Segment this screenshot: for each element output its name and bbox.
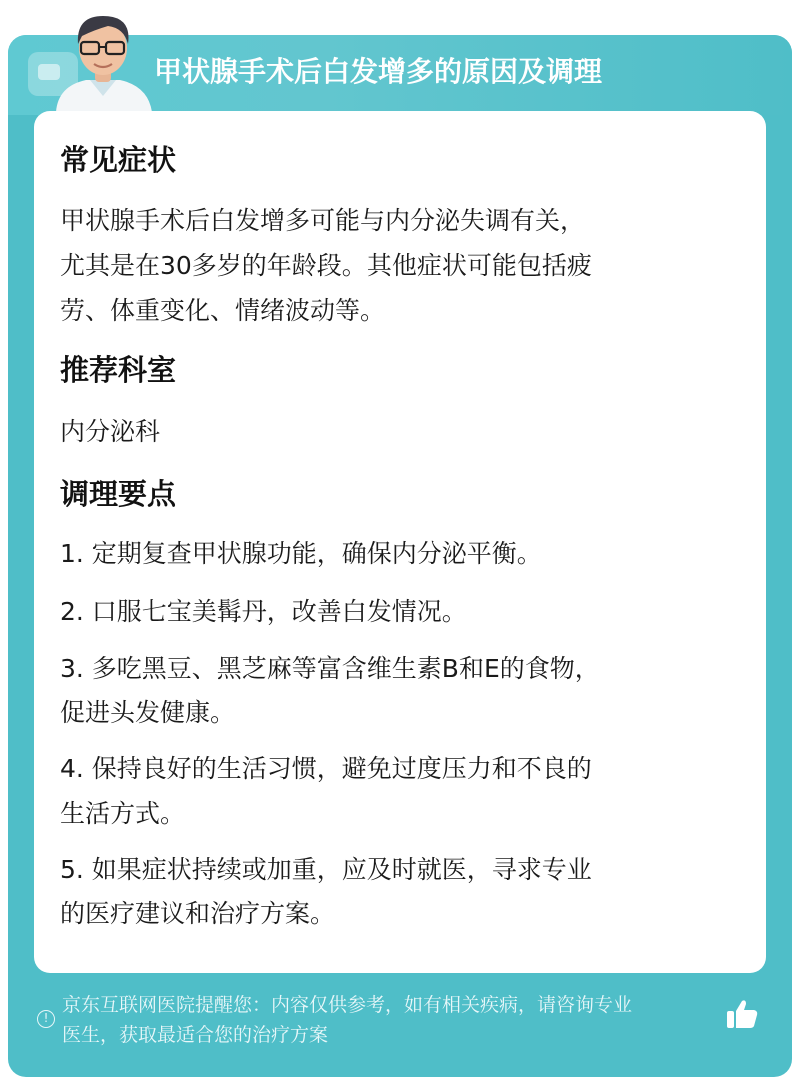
symptoms-line: 劳、体重变化、情绪波动等。: [60, 296, 386, 325]
care-item-continued: 促进头发健康。: [60, 698, 236, 727]
section-heading-symptoms: 常见症状: [60, 143, 177, 177]
care-item-continued: 生活方式。: [60, 799, 186, 828]
care-item-continued: 的医疗建议和治疗方案。: [60, 899, 336, 928]
care-item: 2. 口服七宝美髯丹，改善白发情况。: [60, 597, 467, 626]
care-item: 3. 多吃黑豆、黑芝麻等富含维生素B和E的食物，: [60, 654, 600, 683]
page-title: 甲状腺手术后白发增多的原因及调理: [154, 55, 603, 88]
symptoms-line: 尤其是在30多岁的年龄段。其他症状可能包括疲: [60, 251, 592, 280]
care-item: 5. 如果症状持续或加重，应及时就医，寻求专业: [60, 855, 592, 884]
symptoms-line: 甲状腺手术后白发增多可能与内分泌失调有关，: [60, 206, 586, 235]
department-text: 内分泌科: [60, 417, 161, 446]
disclaimer-line: 医生，获取最适合您的治疗方案: [62, 1024, 329, 1046]
section-heading-care: 调理要点: [60, 477, 177, 511]
disclaimer: [62, 990, 732, 1050]
care-item: 4. 保持良好的生活习惯，避免过度压力和不良的: [60, 754, 592, 783]
disclaimer-line: 京东互联网医院提醒您：内容仅供参考，如有相关疾病，请咨询专业: [62, 994, 633, 1016]
section-heading-department: 推荐科室: [60, 353, 177, 387]
thumbs-up-icon[interactable]: [724, 996, 760, 1032]
info-icon: !: [37, 1010, 55, 1028]
doctor-avatar-icon: [48, 4, 158, 112]
care-item: 1. 定期复查甲状腺功能，确保内分泌平衡。: [60, 539, 542, 568]
